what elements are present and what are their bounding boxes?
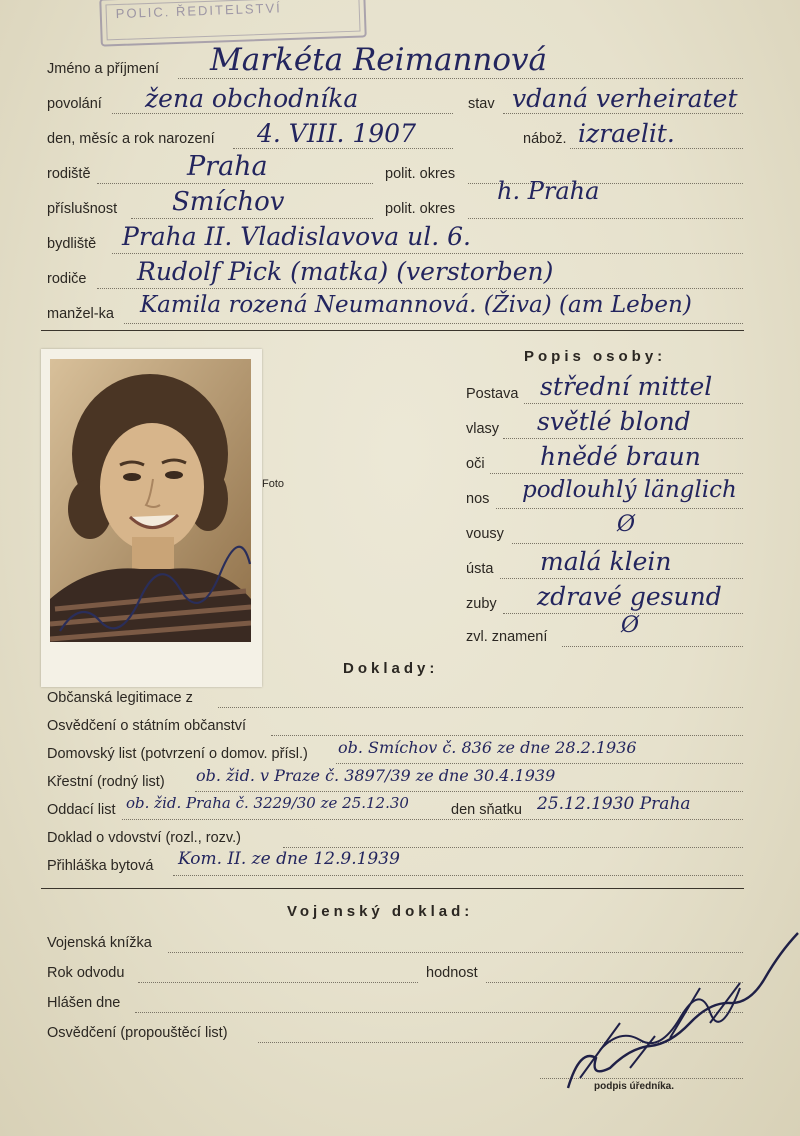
doc-value-housing: Kom. II. ze dne 12.9.1939 [178,849,400,869]
desc-label-hair: vlasy [466,421,500,437]
conscription-year-label: Rok odvodu [47,965,125,981]
parents-label: rodiče [47,271,87,287]
doc-label-housing: Přihláška bytová [47,858,154,874]
desc-label-eyes: oči [466,456,485,472]
doc-value-marriage: ob. žid. Praha č. 3229/30 ze 25.12.30 [126,794,409,812]
photo-caption: Foto [262,478,285,490]
wedding-value: 25.12.1930 Praha [537,794,691,814]
doc-value-domicile: ob. Smíchov č. 836 ze dne 28.2.1936 [338,738,637,757]
desc-value-teeth: zdravé gesund [537,582,722,611]
affiliation-label: příslušnost [47,201,118,217]
section-divider-2 [41,888,744,889]
section-divider [41,330,744,331]
stamp-text: POLIC. ŘEDITELSTVÍ [115,0,282,22]
military-book-label: Vojenská knížka [47,935,152,951]
occupation-value: žena obchodníka [145,84,359,113]
desc-label-nose: nos [466,491,490,507]
desc-label-teeth: zuby [466,596,497,612]
doc-label-domicile: Domovský list (potvrzení o domov. přísl.) [47,746,308,762]
stamp [99,0,367,47]
doc-value-birth-certificate: ob. žid. v Praze č. 3897/39 ze dne 30.4.1939 [196,766,556,785]
desc-label-build: Postava [466,386,519,402]
doc-label-citizenship: Osvědčení o státním občanství [47,718,247,734]
official-signature [560,928,800,1093]
photo-card [41,349,262,687]
rank-label: hodnost [426,965,478,981]
affiliation-value: Smíchov [172,187,285,217]
documents-heading: Doklady: [343,660,439,677]
birthplace-value: Praha [187,151,268,182]
status-label: stav [468,96,495,112]
reported-label: Hlášen dne [47,995,121,1011]
desc-value-marks: Ø [621,613,640,638]
doc-label-marriage: Oddací list [47,802,116,818]
doc-label-idcard: Občanská legitimace z [47,690,193,706]
occupation-label: povolání [47,96,102,112]
name-value: Markéta Reimannová [210,42,548,78]
portrait-illustration [50,359,251,642]
portrait-photo [50,359,251,642]
military-heading: Vojenský doklad: [287,903,474,920]
district2-value: h. Praha [497,177,600,205]
desc-value-nose: podlouhlý länglich [522,477,737,503]
doc-label-birth-certificate: Křestní (rodný list) [47,774,165,790]
religion-label: nábož. [523,131,567,147]
spouse-label: manžel-ka [47,306,114,322]
signature-caption: podpis úředníka. [594,1081,675,1092]
discharge-label: Osvědčení (propouštěcí list) [47,1025,228,1041]
desc-label-marks: zvl. znamení [466,629,548,645]
birth-value: 4. VIII. 1907 [257,119,416,148]
residence-label: bydliště [47,236,97,252]
religion-value: izraelit. [578,119,675,148]
residence-value: Praha II. Vladislavova ul. 6. [122,222,471,251]
doc-label-widowhood: Doklad o vdovství (rozl., rozv.) [47,830,241,846]
desc-label-beard: vousy [466,526,504,542]
desc-value-hair: světlé blond [537,407,691,436]
desc-value-beard: Ø [617,512,636,537]
birth-label: den, měsíc a rok narození [47,131,215,147]
district2-label: polit. okres [385,201,456,217]
status-value: vdaná verheiratet [512,84,738,113]
district1-label: polit. okres [385,166,456,182]
wedding-label: den sňatku [451,802,522,818]
desc-label-mouth: ústa [466,561,494,577]
desc-value-build: střední mittel [540,372,713,401]
birthplace-label: rodiště [47,166,91,182]
desc-value-eyes: hnědé braun [540,442,701,471]
desc-value-mouth: malá klein [540,547,672,576]
parents-value: Rudolf Pick (matka) (verstorben) [137,257,554,286]
name-label: Jméno a příjmení [47,61,160,77]
spouse-value: Kamila rozená Neumannová. (Živa) (am Leben) [140,292,692,318]
description-heading: Popis osoby: [524,348,667,365]
